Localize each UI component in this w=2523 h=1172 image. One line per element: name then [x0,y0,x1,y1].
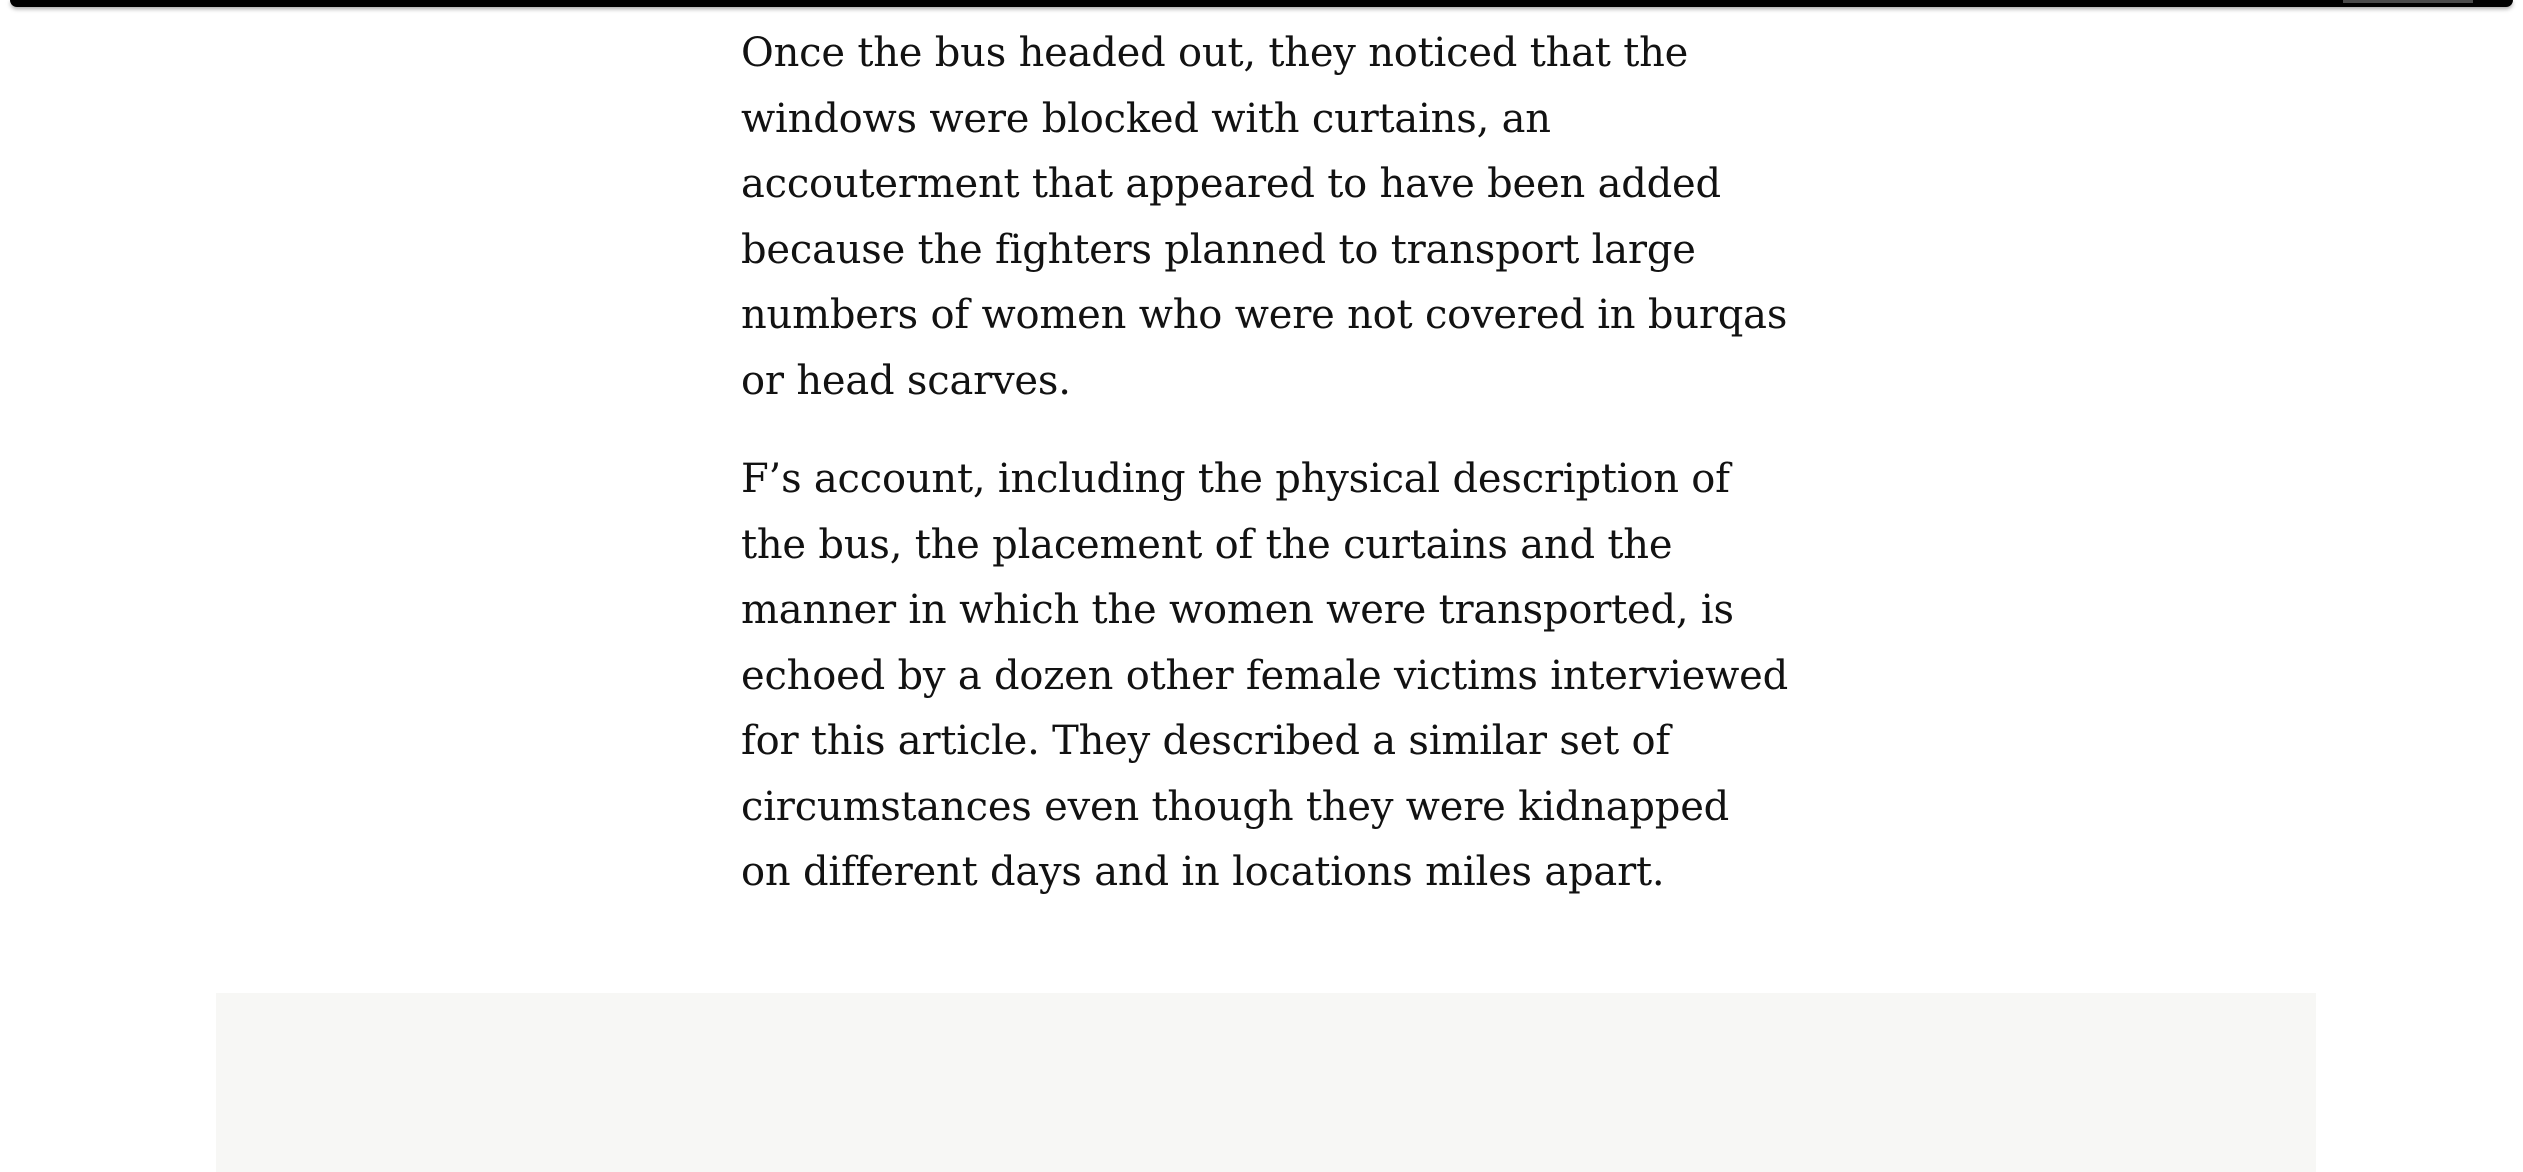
article-body [741,21,1791,939]
ad-placeholder [216,993,2316,1172]
top-bar-tab-indicator [2343,0,2473,3]
article-paragraph: Once the bus headed out, they noticed that the windows were blocked with curtains, an accouterment that appeared to have been added because the fighters planned to transport large numbers of women who were not covered in burqas or head scarves. [741,30,1788,404]
article-paragraph: F’s account, including the physical description of the bus, the placement of the curtains and the manner in which the women were transported, is echoed by a dozen other female victims interviewed for this article. They described a similar set of circumstances even though they were kidnapped on different days and in locations miles apart. [741,456,1788,895]
top-navigation-bar [10,0,2513,7]
